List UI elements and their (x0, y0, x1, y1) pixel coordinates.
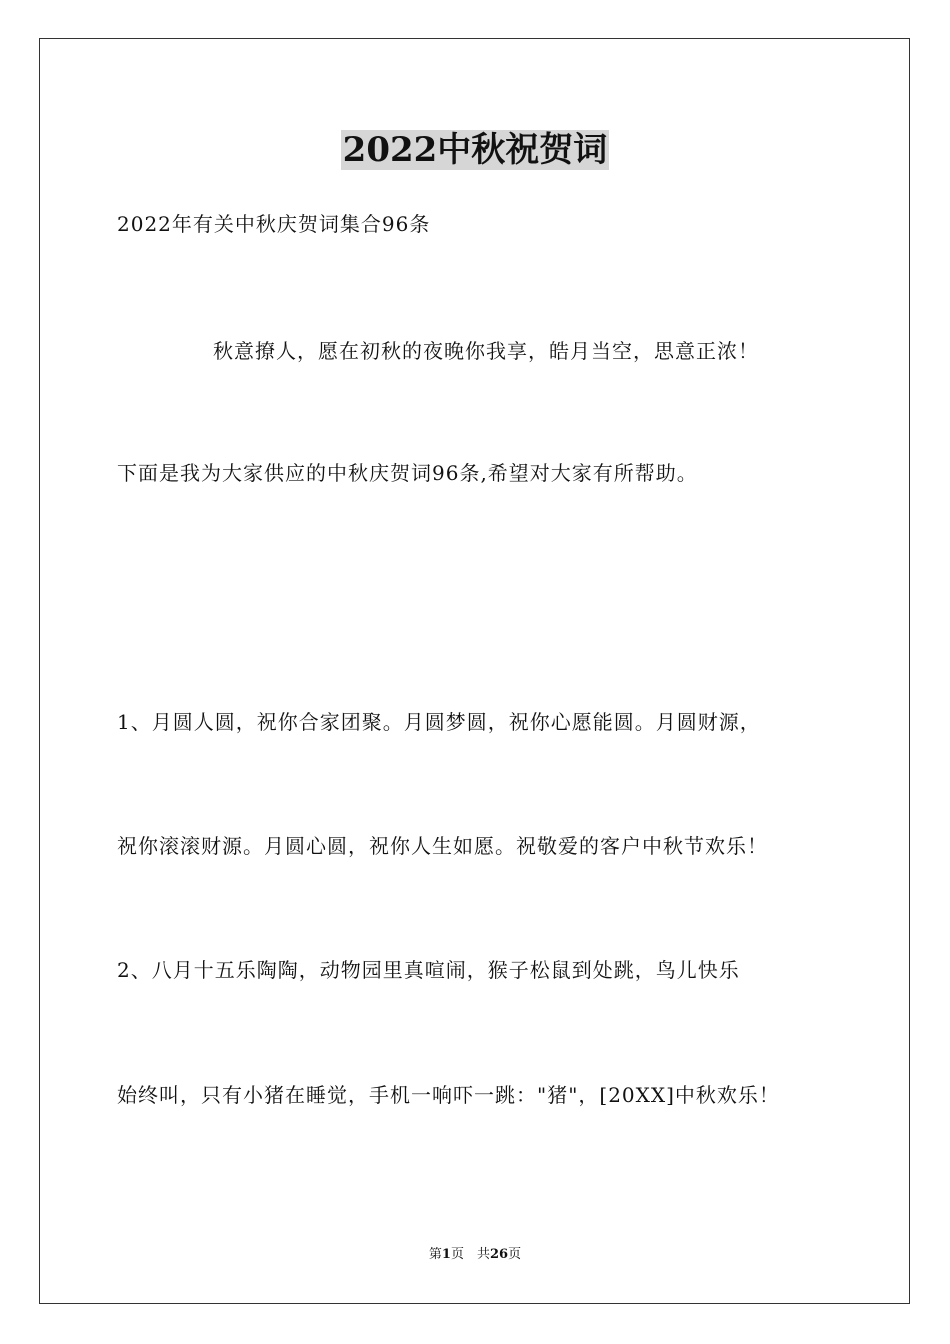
document-title (0, 128, 950, 172)
footer-page-suffix: 页 (508, 1247, 522, 1262)
footer-page-prefix: 第 (428, 1247, 442, 1262)
page-footer (0, 1246, 950, 1264)
item-1-line-1: 1、月圆人圆，祝你合家团聚。月圆梦圆，祝你心愿能圆。月圆财源， (117, 710, 761, 734)
footer-page-current: 1 (441, 1247, 451, 1262)
intro-line: 秋意撩人，愿在初秋的夜晚你我享，皓月当空，思意正浓！ (213, 339, 759, 363)
intro-line-2: 下面是我为大家供应的中秋庆贺词96条,希望对大家有所帮助。 (117, 461, 698, 485)
item-2-line-1: 2、八月十五乐陶陶，动物园里真喧闹，猴子松鼠到处跳，鸟儿快乐 (117, 958, 740, 982)
footer-page-mid: 页 共 (450, 1247, 490, 1262)
footer-page-total: 26 (489, 1247, 509, 1262)
subtitle: 2022年有关中秋庆贺词集合96条 (117, 212, 431, 236)
document-title-text: 2022中秋祝贺词 (342, 130, 608, 170)
item-1-line-2: 祝你滚滚财源。月圆心圆，祝你人生如愿。祝敬爱的客户中秋节欢乐！ (117, 834, 768, 858)
item-2-line-2: 始终叫，只有小猪在睡觉，手机一响吓一跳："猪"，[20XX]中秋欢乐！ (117, 1083, 780, 1107)
